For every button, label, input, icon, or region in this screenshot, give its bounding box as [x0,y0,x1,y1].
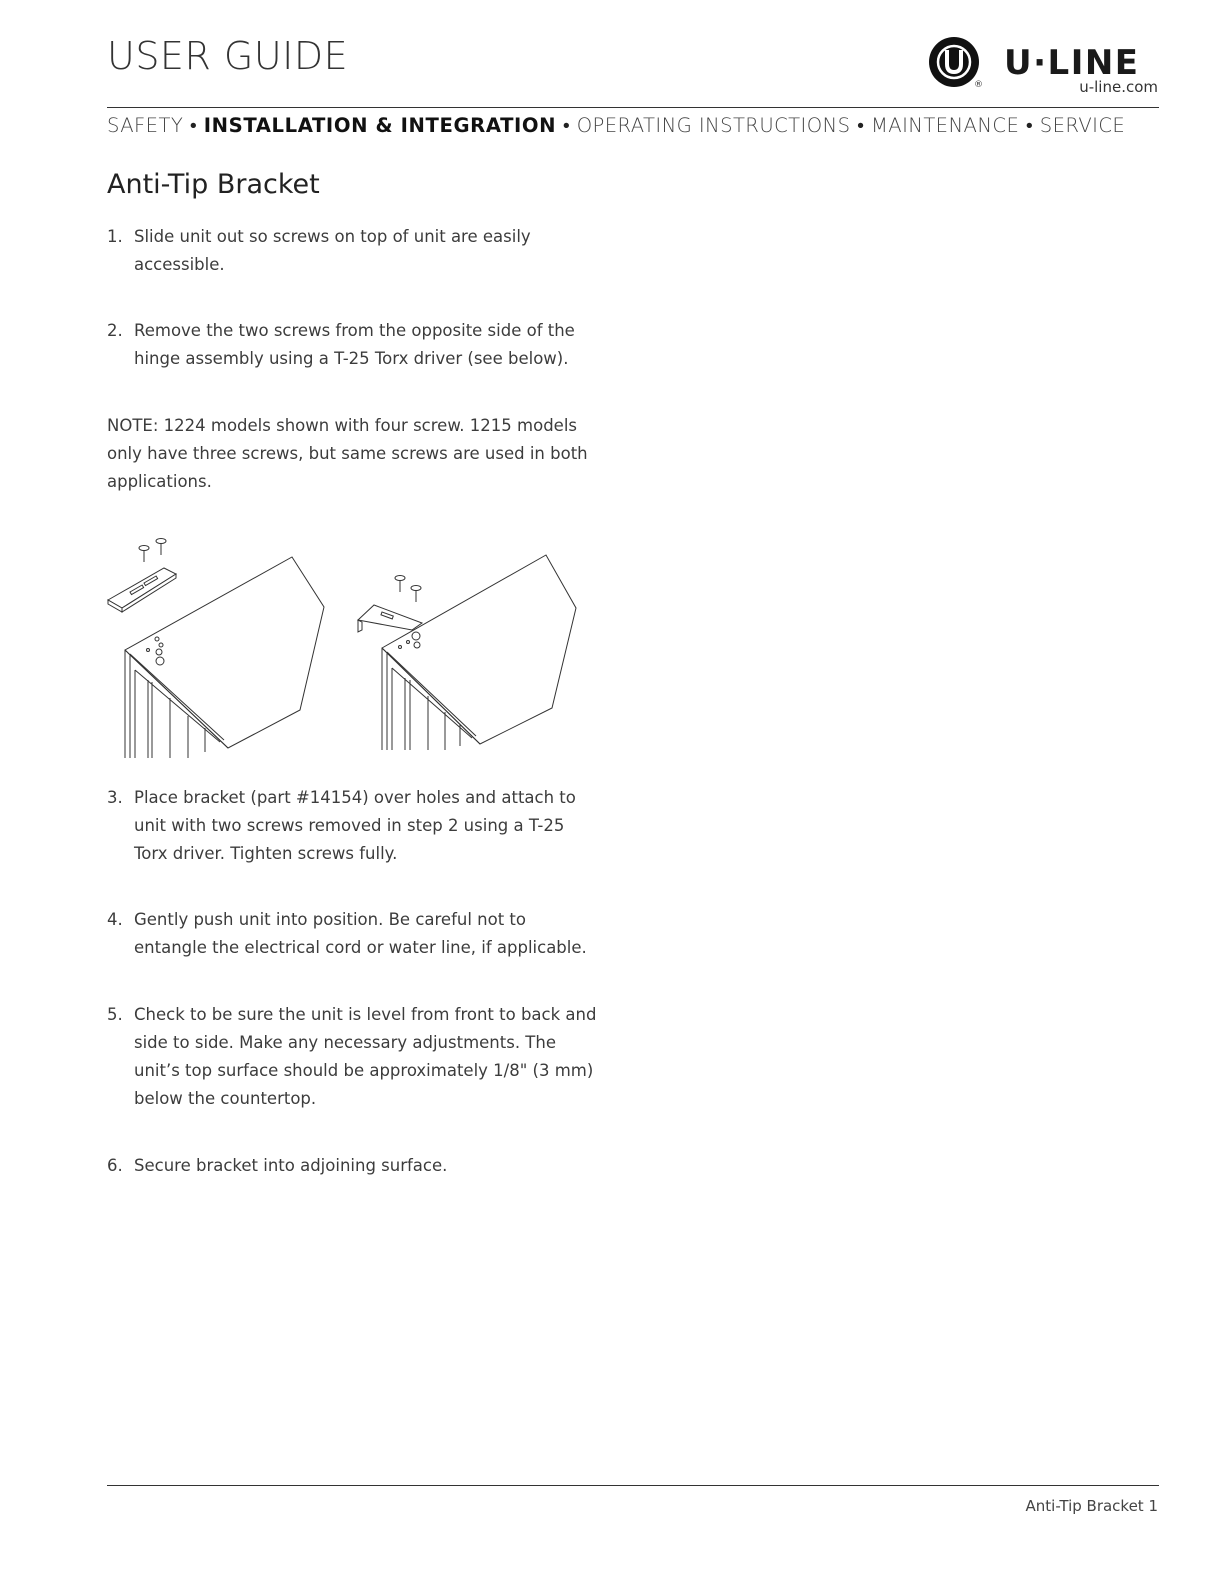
step-text: Place bracket (part #14154) over holes and attach to unit with two screws removed in step 2 using a T-25 Torx driver. Tighten screws fully. [134,788,576,863]
nav-item-safety[interactable]: SAFETY [107,114,184,137]
cabinet-right-illustration [358,555,576,750]
step-2 [107,317,597,373]
note-text: NOTE: 1224 models shown with four screw. 1215 models only have three screws, but same screws are used in both applications. [107,416,588,491]
step-4 [107,906,597,962]
step-number: 1. [107,227,123,246]
nav-item-maintenance[interactable]: MAINTENANCE [870,114,1020,137]
nav-item-service[interactable]: SERVICE [1039,114,1126,137]
step-1 [107,223,597,279]
nav-separator: • [1025,114,1034,137]
footer-divider [107,1485,1159,1486]
step-number: 4. [107,910,123,929]
registered-mark: ® [974,80,983,90]
step-6 [107,1152,597,1180]
nav-item-operating[interactable]: OPERATING INSTRUCTIONS [576,114,851,137]
step-5 [107,1001,597,1113]
step-number: 2. [107,321,123,340]
step-text: Gently push unit into position. Be careful not to entangle the electrical cord or water line, if applicable. [134,910,587,957]
nav-separator: • [857,114,865,137]
step-number: 5. [107,1005,123,1024]
page-footer-label: Anti-Tip Bracket 1 [1025,1497,1158,1515]
step-text: Remove the two screws from the opposite side of the hinge assembly using a T-25 Torx driver (see below). [134,321,575,368]
document-title: USER GUIDE [107,34,349,78]
nav-separator: • [189,114,198,137]
cabinet-left-illustration [108,539,324,759]
website-url[interactable]: u-line.com [1079,78,1158,96]
step-text: Slide unit out so screws on top of unit are easily accessible. [134,227,531,274]
logo-circle-icon [929,37,979,87]
step-3 [107,784,597,868]
step-number: 6. [107,1156,123,1175]
step-text: Check to be sure the unit is level from front to back and side to side. Make any necessary adjustments. The unit’s top surface should be approximately 1/8" (3 mm) below the countertop. [134,1005,597,1108]
nav-item-installation[interactable]: INSTALLATION & INTEGRATION [203,114,557,137]
section-nav [107,114,1159,138]
step-number: 3. [107,788,123,807]
brand-wordmark: U·LINE [1004,43,1140,83]
header-divider [107,107,1159,108]
section-title: Anti-Tip Bracket [107,169,320,200]
nav-separator: • [562,114,571,137]
bracket-installation-illustration [100,530,590,762]
step-text: Secure bracket into adjoining surface. [134,1156,448,1175]
